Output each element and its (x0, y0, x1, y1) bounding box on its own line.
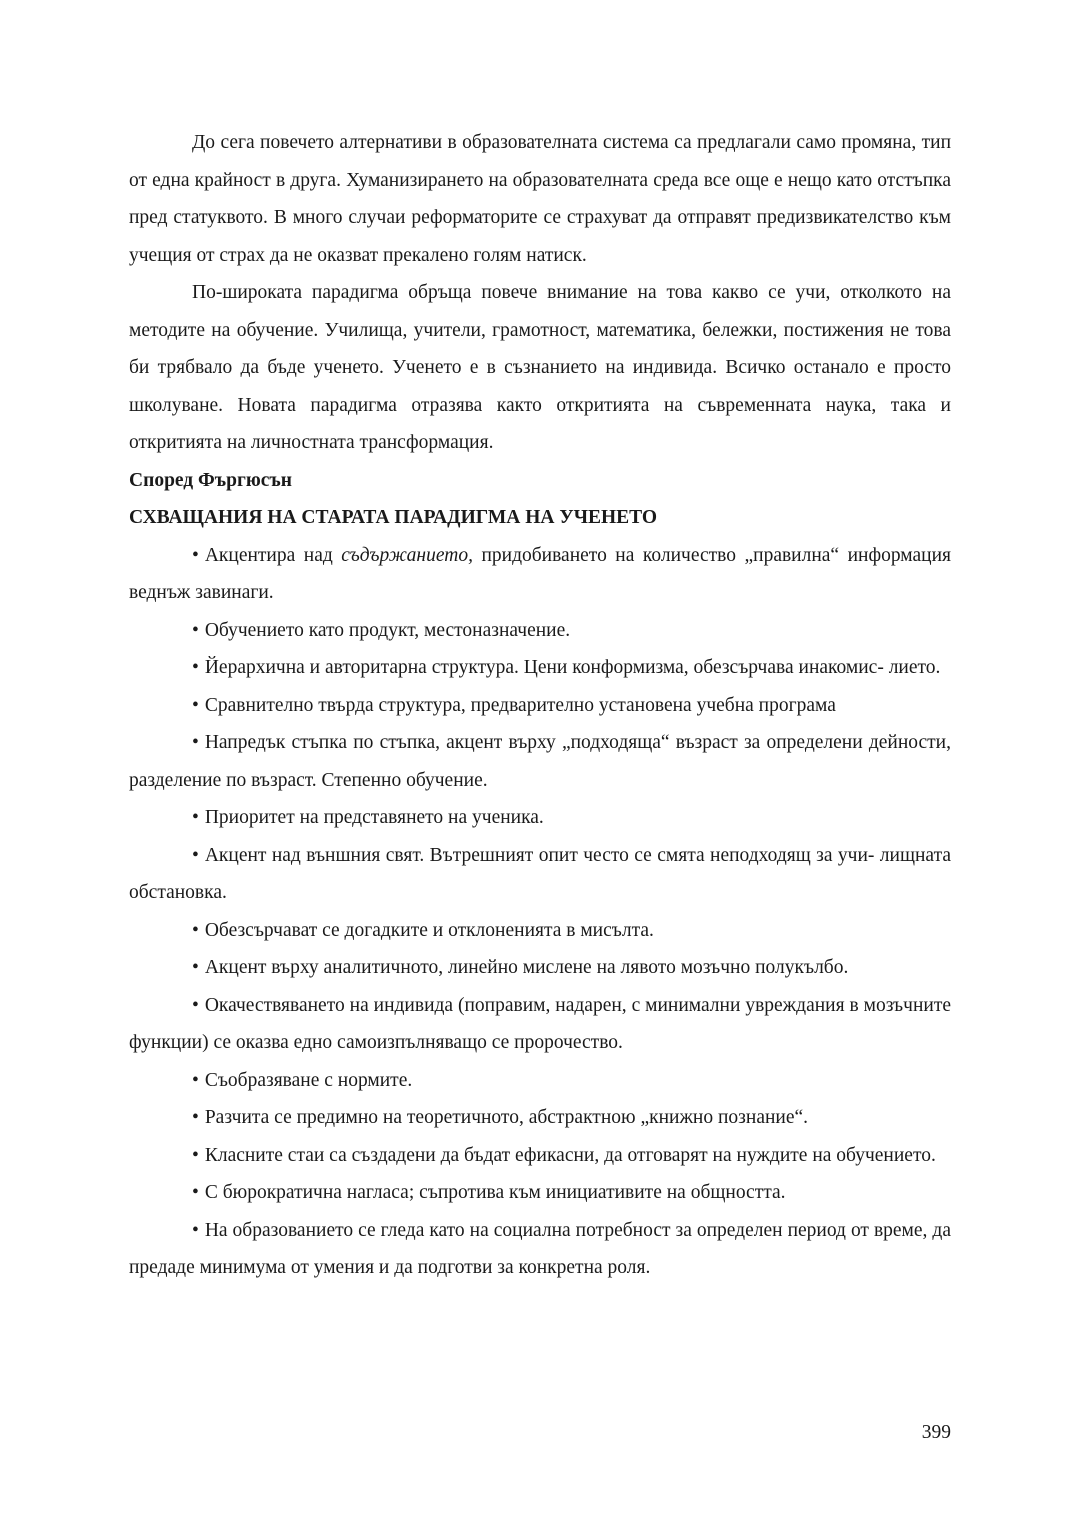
section-heading: СХВАЩАНИЯ НА СТАРАТА ПАРАДИГМА НА УЧЕНЕТО (129, 507, 658, 528)
bullet-text: Обезсърчават се догадките и отклоненията в мисълта. (204, 919, 654, 941)
bullet-item-15 (129, 1212, 951, 1287)
bullet-text: Обучението като продукт, местоназначение. (204, 619, 571, 641)
author-heading: Според Фъргюсън (129, 469, 293, 491)
page-number: 399 (921, 1422, 951, 1443)
bullet-dot: • (192, 919, 199, 941)
bullet-item-8 (129, 912, 951, 950)
bullet-text: Акцент върху аналитичното, линейно мислене на лявото мозъчно полукълбо. (204, 957, 849, 978)
bullet-item-7 (129, 837, 951, 912)
bullet-item-5 (129, 724, 951, 799)
bullet-dot: • (192, 844, 199, 866)
bullet-item-11 (129, 1062, 951, 1100)
bullet-text: Сравнително твърда структура, предварително установена учебна програма (204, 694, 836, 716)
bullet-dot: • (192, 1069, 199, 1091)
bullet-text: придобиването на количество „правилна“ информация веднъж завинаги. (129, 544, 951, 603)
bullet-item-6 (129, 799, 951, 837)
bullet-text: На образованието се гледа като на социална потребност за определен период от време, да предаде минимума от умения и да подготви за конкретна роля. (129, 1219, 951, 1278)
bullet-item-13 (129, 1137, 951, 1175)
bullet-item-9 (129, 949, 951, 987)
bullet-text: Окачествяването на индивида (поправим, надарен, с минимални увреждания в мозъчните функции) се оказва едно самоизпълняващо се пророчество. (129, 994, 951, 1053)
bullet-emphasis: съдържанието, (341, 544, 473, 566)
bullet-text: Акцент над външния свят. Вътрешният опит често се смята неподходящ за учи- лищната обстановка. (129, 844, 951, 903)
bullet-item-10 (129, 987, 951, 1062)
bullet-dot: • (192, 957, 199, 978)
bullet-item-3 (129, 649, 951, 687)
bullet-text: Йерархична и авторитарна структура. Цени конформизма, обезсърчава инакомис- лието. (204, 657, 941, 678)
page-body (129, 124, 951, 1287)
bullet-dot: • (192, 657, 199, 678)
bullet-item-12 (129, 1099, 951, 1137)
bullet-text: Акцентира над (204, 544, 342, 566)
bullet-text: Разчита се предимно на теоретичното, абстрактною „книжно познание“. (204, 1107, 809, 1128)
bullet-text: Напредък стъпка по стъпка, акцент върху „подходяща“ възраст за определени дейности, разделение по възраст. Степенно обучение. (129, 732, 951, 791)
bullet-item-2 (129, 612, 951, 650)
bullet-item-4 (129, 687, 951, 725)
bullet-text: С бюрократична нагласа; съпротива към инициативите на общността. (204, 1182, 786, 1203)
bullet-item-1 (129, 537, 951, 612)
bullet-dot: • (192, 1107, 199, 1128)
bullet-text: Съобразяване с нормите. (204, 1069, 413, 1091)
bullet-dot: • (192, 1219, 199, 1241)
bullet-dot: • (192, 694, 199, 716)
bullet-dot: • (192, 732, 199, 753)
bullet-text: Приоритет на представянето на ученика. (204, 807, 544, 828)
bullet-dot: • (192, 994, 199, 1016)
bullet-dot: • (192, 544, 199, 566)
intro-paragraph-2: По-широката парадигма обръща повече внимание на това какво се учи, отколкото на методите на обучение. Училища, учители, грамотност, математика, бележки, постижения не това би трябвало да бъде ученето. Ученето е в съзнанието на индивида. Всичко останало е просто школуване. Новата парадигма отразява както откритията на съвременната наука, така и откритията на личностната трансформация. (129, 282, 951, 453)
bullet-dot: • (192, 807, 199, 828)
bullet-dot: • (192, 1144, 199, 1166)
intro-paragraph-1: До сега повечето алтернативи в образователната система са предлагали само промяна, тип от една крайност в друга. Хуманизирането на образователната среда все още е нещо като отстъпка пред статуквото. В много случаи реформаторите се страхуват да отправят предизвикателство към учещия от страх да не оказват прекалено голям натиск. (129, 132, 951, 266)
bullet-text: Класните стаи са създадени да бъдат ефикасни, да отговарят на нуждите на обучението. (204, 1144, 936, 1166)
bullet-dot: • (192, 1182, 199, 1203)
bullet-dot: • (192, 619, 199, 641)
bullet-item-14 (129, 1174, 951, 1212)
